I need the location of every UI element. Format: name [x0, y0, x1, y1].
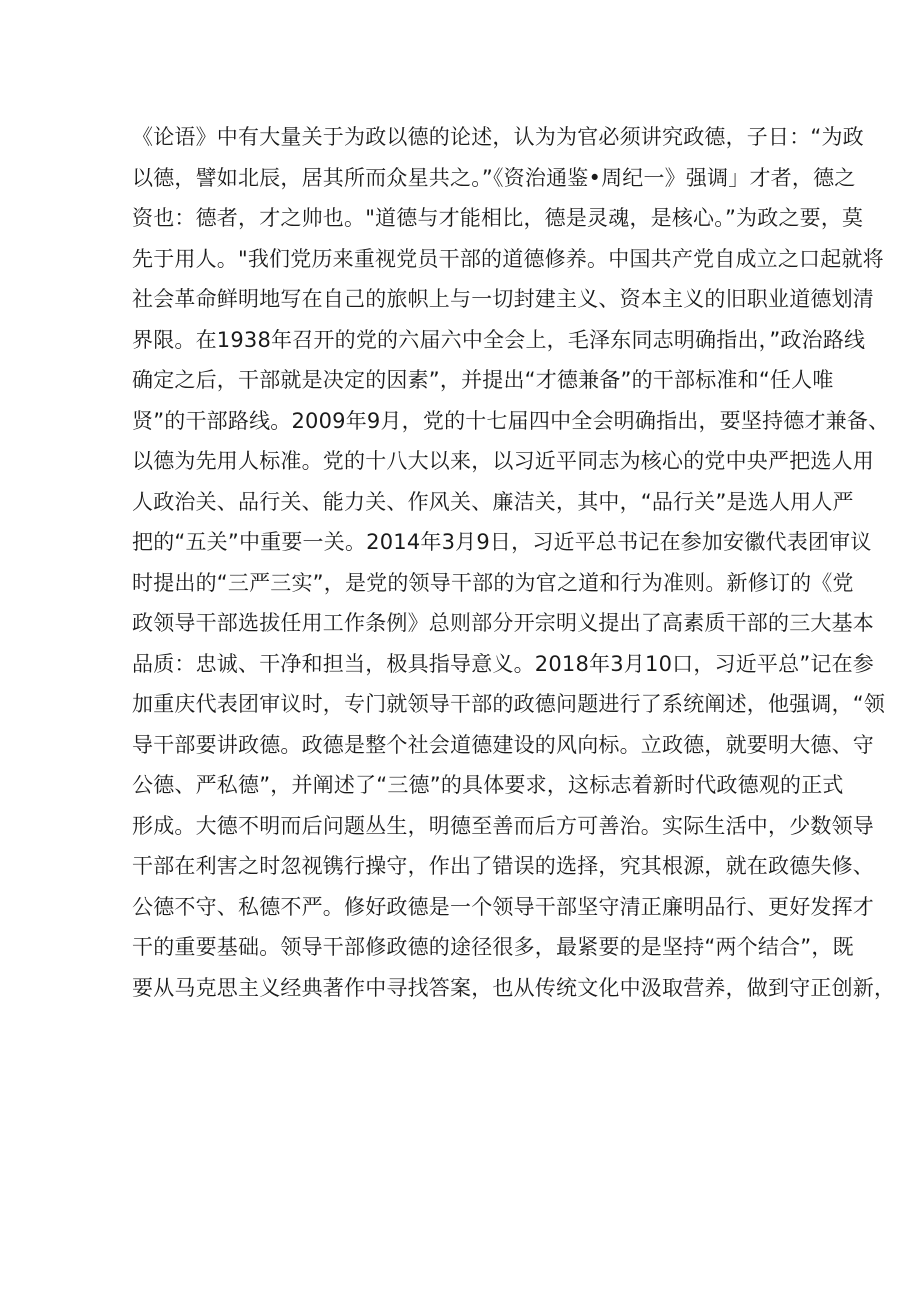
text-line: 社会革命鲜明地写在自己的旅帜上与一切封建主义、资本主义的旧职业道德划清 — [132, 287, 874, 311]
text-line: 以德为先用人标准。党的十八大以来，以习近平同志为核心的党中央严把选人用 — [132, 449, 874, 473]
body-paragraph — [132, 117, 896, 1008]
text-line: 资也：德者，才之帅也。"道德与才能相比，德是灵魂，是核心。”为政之要，莫 — [132, 206, 864, 230]
text-line: 政领导干部选拔任用工作条例》总则部分开宗明义提出了高素质干部的三大基本 — [132, 611, 874, 635]
text-line: 时提出的“三严三实”，是党的领导干部的为官之道和行为准则。新修订的《党 — [132, 570, 854, 595]
text-line: 公德不守、私德不严。修好政德是一个领导干部坚守清正廉明品行、更好发挥才 — [132, 894, 874, 919]
text-line: 要从马克思主义经典著作中寻找答案，也从传统文化中汲取营养，做到守正创新， — [132, 975, 896, 1000]
text-line: 加重庆代表团审议时，专门就领导干部的政德问题进行了系统阐述，他强调，“领 — [132, 692, 886, 716]
text-line: 贤”的干部路线。2009年9月，党的十七届四中全会明确指出，要坚持德才兼备、 — [132, 408, 890, 433]
text-line: 公德、严私德”，并阐述了“三德”的具体要求，这标志着新时代政德观的正式 — [132, 773, 844, 797]
text-line: 以德，譬如北辰，居其所而众星共之。”《资治通鉴•周纪一》强调」才者，德之 — [132, 165, 856, 190]
text-line: 确定之后，干部就是决定的因素”，并提出“才德兼备”的干部标准和“任人唯 — [132, 368, 834, 392]
text-line: 人政治关、品行关、能力关、作风关、廉洁关，其中，“品行关”是选人用人严 — [132, 489, 854, 514]
text-line: 界限。在1938年召开的党的六届六中全会上，毛泽东同志明确指出，”政治路线 — [132, 327, 866, 352]
text-line: 先于用人。"我们党历来重视党员干部的道德修养。中国共产党自成立之口起就将 — [132, 246, 884, 271]
text-line: 《论语》中有大量关于为政以德的论述，认为为官必须讲究政德，子日：“为政 — [132, 125, 864, 149]
text-line: 导干部要讲政德。政德是整个社会道德建设的风向标。立政德，就要明大德、守 — [132, 732, 874, 757]
text-line: 品质：忠诚、干净和担当，极具指导意义。2018年3月10口，习近平总”记在参 — [132, 651, 875, 676]
text-line: 形成。大德不明而后问题丛生，明德至善而后方可善治。实际生活中，少数领导 — [132, 813, 874, 838]
text-line: 干部在利害之时忽视镌行操守，作出了错误的选择，究其根源，就在政德失修、 — [132, 854, 874, 878]
text-line: 干的重要基础。领导干部修政德的途径很多，最紧要的是坚持“两个结合”，既 — [132, 935, 854, 959]
text-line: 把的“五关”中重要一关。2014年3月9日，习近平总书记在参加安徽代表团审议 — [132, 530, 872, 554]
